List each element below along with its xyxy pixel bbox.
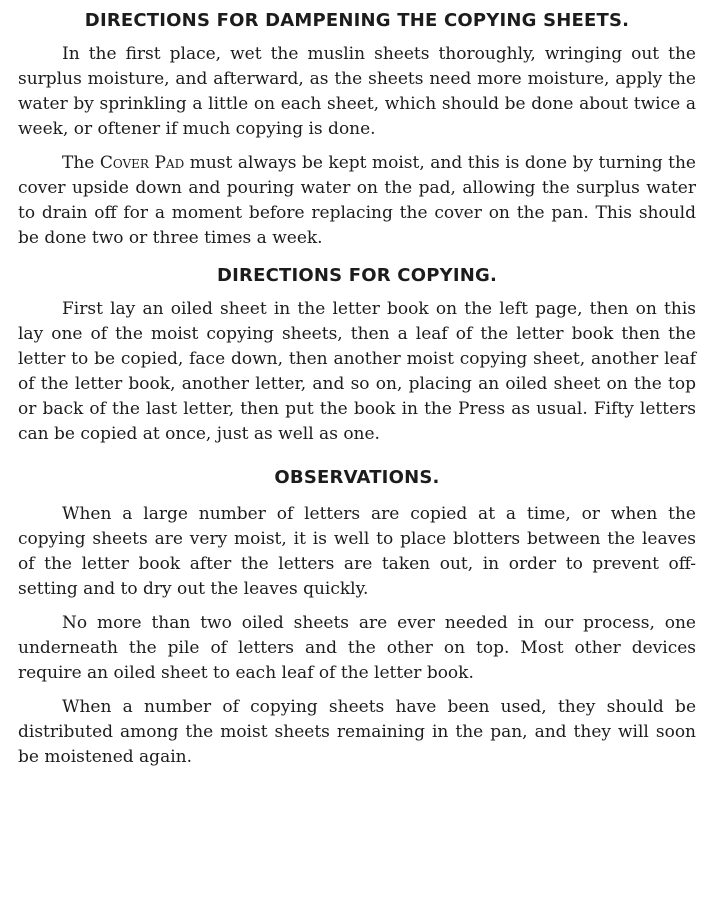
section-heading-copying: DIRECTIONS FOR COPYING. <box>216 265 497 286</box>
section-heading-dampening: DIRECTIONS FOR DAMPENING THE COPYING SHEETS. <box>84 10 630 31</box>
paragraph-observations-blotters: When a large number of letters are copied at a time, or when the copying sheets are very moist, it is well to place blotters between the leaves of the letter book after the letters are taken out, in order to prevent off-setting and to dry out the leaves quickly. <box>18 504 696 599</box>
paragraph-dampening-intro: In the first place, wet the muslin sheets thoroughly, wringing out the surplus moisture, and afterward, as the sheets need more moisture, apply the water by sprinkling a little on each sheet, which should be done about twice a week, or oftener if much copying is done. <box>18 44 696 139</box>
paragraph-cover-pad <box>18 151 696 251</box>
section-heading-observations: OBSERVATIONS. <box>274 467 440 488</box>
document-page <box>18 8 696 770</box>
paragraph-copying-directions: First lay an oiled sheet in the letter book on the left page, then on this lay one of the moist copying sheets, then a leaf of the letter book then the letter to be copied, face down, then another moist copying sheet, another leaf of the letter book, another letter, and so on, placing an oiled sheet on the top or back of the last letter, then put the book in the Press as usual. Fifty letters can be copied at once, just as well as one. <box>18 299 696 444</box>
paragraph-observations-redistribute: When a number of copying sheets have been used, they should be distributed among the moist sheets remaining in the pan, and they will soon be moistened again. <box>18 697 696 767</box>
cover-pad-after: must always be kept moist, and this is done by turning the cover upside down and pouring water on the pad, allowing the surplus water to drain off for a moment before replacing the cover on the pan. This should be done two or three times a week. <box>18 153 696 248</box>
cover-pad-term: Cover Pad <box>99 153 185 173</box>
cover-pad-before: The <box>62 153 100 173</box>
paragraph-observations-oiled-sheets: No more than two oiled sheets are ever needed in our process, one underneath the pile of letters and the other on top. Most other devices require an oiled sheet to each leaf of the letter book. <box>18 613 696 683</box>
